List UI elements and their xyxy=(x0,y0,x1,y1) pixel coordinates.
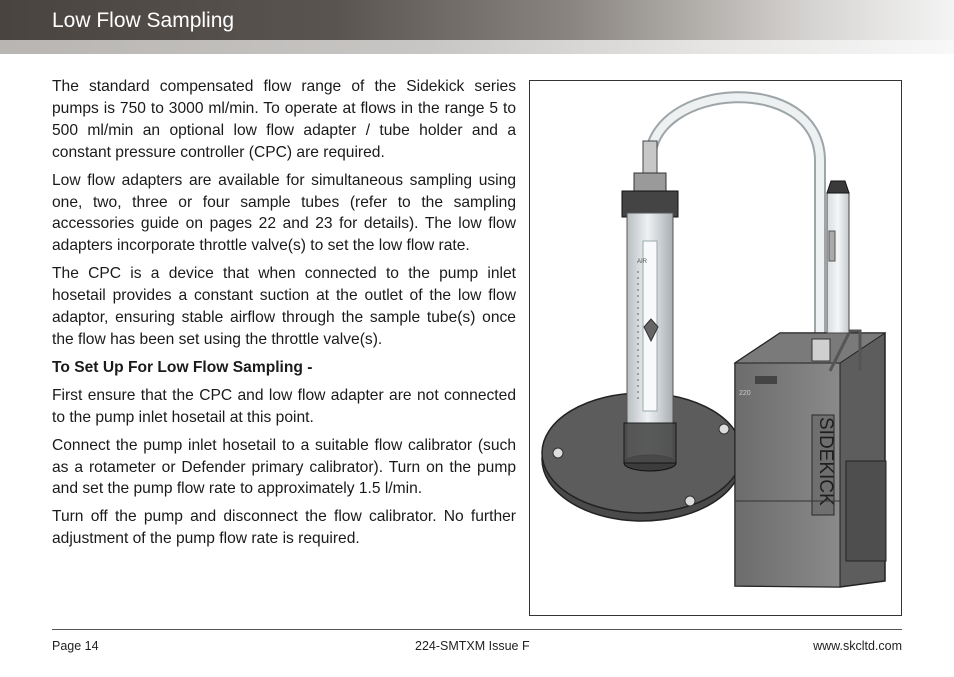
sidekick-pump xyxy=(735,331,886,587)
document-id: 224-SMTXM Issue F xyxy=(415,639,530,653)
page-number: Page 14 xyxy=(52,639,99,653)
hose xyxy=(650,97,820,343)
page-header xyxy=(0,0,954,40)
main-text xyxy=(52,76,516,556)
page-title: Low Flow Sampling xyxy=(52,9,235,32)
sample-tube-holder xyxy=(622,141,678,471)
pump-model-label: 220 xyxy=(739,390,751,397)
header-divider xyxy=(0,54,954,67)
paragraph: Connect the pump inlet hosetail to a suitable flow calibrator (such as a rotameter or Defender primary calibrator). Turn on the pump and set the pump flow rate to approximately 1.5 l/min. xyxy=(52,436,516,498)
website-link[interactable]: www.skcltd.com xyxy=(813,639,902,653)
pump-illustration-svg xyxy=(530,81,901,615)
rotameter-label: AIR xyxy=(637,259,648,265)
footer-rule xyxy=(52,629,902,630)
pump-illustration xyxy=(529,80,902,616)
paragraph: The standard compensated flow range of the Sidekick series pumps is 750 to 3000 ml/min. To operate at flows in the range 5 to 500 ml/min an optional low flow adapter / tube holder and a constant pressure controller (CPC) are required. xyxy=(52,78,516,161)
pump-brand-label: SIDEKICK xyxy=(815,417,836,506)
paragraph: Low flow adapters are available for simultaneous sampling using one, two, three or four sample tubes (refer to the sampling accessories guide on pages 22 and 23 for details). The low flow adapters incorporate throttle valve(s) to set the low flow rate. xyxy=(52,171,516,255)
paragraph: The CPC is a device that when connected to the pump inlet hosetail provides a constant suction at the outlet of the low flow adaptor, ensuring stable airflow through the sample tube(s) once the flow has been set using the throttle valve(s). xyxy=(52,265,516,348)
paragraph: First ensure that the CPC and low flow adapter are not connected to the pump inlet hosetail at this point. xyxy=(52,386,516,426)
section-heading: To Set Up For Low Flow Sampling - xyxy=(52,358,313,376)
paragraph: Turn off the pump and disconnect the flow calibrator. No further adjustment of the pump flow rate is required. xyxy=(52,508,516,548)
